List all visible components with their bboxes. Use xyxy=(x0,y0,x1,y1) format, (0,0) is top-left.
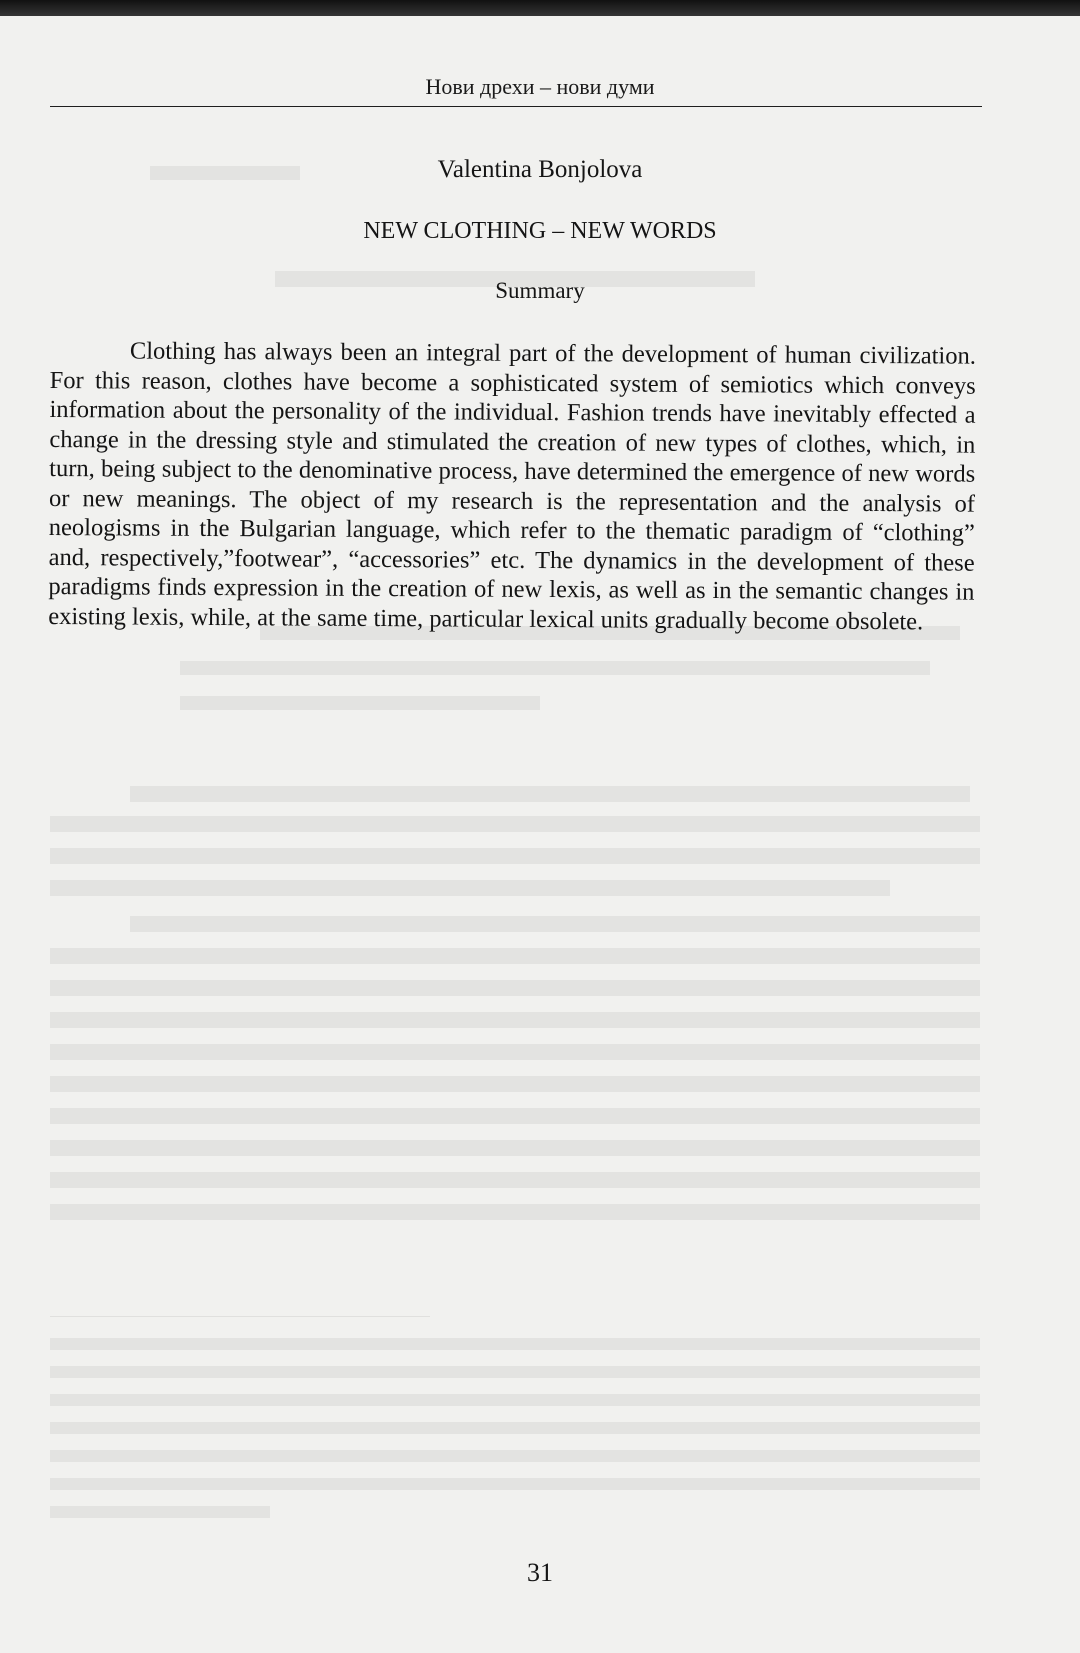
running-head: Нови дрехи – нови думи xyxy=(425,74,655,99)
header-rule xyxy=(50,106,982,107)
page-number: 31 xyxy=(527,1558,553,1587)
article-title: NEW CLOTHING – NEW WORDS xyxy=(363,218,717,244)
show-through-texture xyxy=(0,16,1080,1653)
summary-paragraph: Clothing has always been an integral part of the development of human civilization. For this reason, clothes have become a sophisticated system of semiotics which conveys information about the personality of the individual. Fashion trends have inevitably effected a change in the dressing style and stimulated the creation of new types of clothes, which, in turn, being subject to the denominative process, have determined the emergence of new words or new meanings. The object of my research is the representation and the analysis of neologisms in the Bulgarian language, which refer to the thematic paradigm of “clothing” and, respectively,”footwear”, “accessories” etc. The dynamics in the development of these paradigms finds expression in the creation of new lexis, as well as in the semantic changes in existing lexis, while, at the same time, particular lexical units gradually become obsolete. xyxy=(48,337,976,635)
summary-heading: Summary xyxy=(495,278,585,303)
footnote-rule xyxy=(50,1316,430,1317)
author-name: Valentina Bonjolova xyxy=(437,156,643,183)
book-page xyxy=(0,16,1080,1653)
